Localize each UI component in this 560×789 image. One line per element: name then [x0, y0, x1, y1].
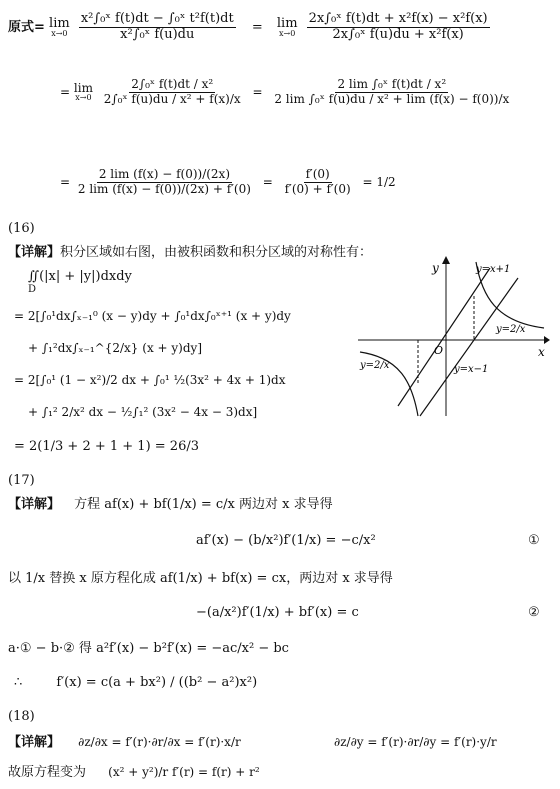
p16-text: 积分区域如右图，由被积函数和积分区域的对称性有：: [60, 245, 373, 260]
p18-final: (x² + y²)/r f′(r) = f(r) + r²: [108, 765, 260, 779]
p18-derivatives: [8, 736, 241, 749]
p15-fraction-3: $\frac{\text{2∫₀ˣ f(t)dt / x²}}{\text{2∫₀ˣ f(u)du / x² + f(x)/x}}$: [103, 77, 241, 106]
p15-fraction-1: $\frac{\text{x²∫₀ˣ f(t)dt − ∫₀ˣ t²f(t)dt}}{\text{x²∫₀ˣ f(u)du}}$: [80, 11, 234, 42]
p15-lim-2: lim x→0: [276, 15, 298, 38]
label-left-curve: y=2/x: [360, 360, 390, 371]
label-bottom-line: y=x−1: [454, 364, 489, 375]
p17-intro: [8, 498, 333, 511]
p17-tag: 【详解】: [8, 497, 61, 512]
p17-result-line: [14, 676, 257, 689]
p16-region-label: D: [28, 284, 37, 295]
p16-intro: [8, 246, 372, 259]
p15-result: = 1/2: [362, 174, 396, 189]
p16-integral: ∬(|x| + |y|)dxdy: [28, 269, 132, 284]
p15-equals: =: [251, 19, 263, 35]
p18-eq-left: ∂z/∂x = f′(r)·∂r/∂x = f′(r)·x/r: [78, 735, 241, 749]
p18-eq-right: ∂z/∂y = f′(r)·∂r/∂y = f′(r)·y/r: [334, 735, 497, 749]
p18-tag: 【详解】: [8, 735, 61, 750]
p18-number: (18): [8, 709, 35, 724]
p16-region-figure: [358, 256, 550, 420]
y-axis-label: y: [432, 261, 439, 275]
x-axis-arrow-icon: [544, 336, 550, 344]
p15-fraction-5: $\frac{2 \lim (f(x) - f(0))/(2x)}{2 \lim (f(x) - f(0))/(2x) + f'(0)}$: [77, 167, 251, 196]
p17-number: (17): [8, 473, 35, 488]
p15-line-1: [8, 12, 492, 43]
p15-lim-1: lim x→0: [49, 15, 70, 38]
label-top-line: y=x+1: [476, 264, 511, 275]
p15-equals-3: =: [252, 84, 263, 99]
p17-text-1: 方程 af(x) + bf(1/x) = c/x 两边对 x 求导得: [74, 497, 333, 512]
p15-fraction-2: $\frac{\text{2x∫₀ˣ f(t)dt + x²f(x) − x²f(x)}}{\text{2x∫₀ˣ f(u)du + x²f(x)}}$: [308, 11, 488, 42]
x-axis-label: x: [538, 345, 545, 359]
p15-equals-4: =: [60, 174, 71, 189]
therefore-icon: ∴: [14, 675, 23, 690]
p16-line-2: = 2[∫₀¹dx∫ₓ₋₁⁰ (x − y)dy + ∫₀¹dx∫₀ˣ⁺¹ (x + y)dy: [14, 309, 291, 323]
p17-eq-2: −(a/x²)f′(1/x) + bf′(x) = c: [196, 605, 359, 620]
p16-line-5: + ∫₁² 2/x² dx − ½∫₁² (3x² − 4x − 3)dx]: [28, 405, 258, 419]
p15-lead: 原式=: [8, 19, 45, 35]
p15-line-2: [60, 78, 513, 107]
p18-text: 故原方程变为: [8, 765, 87, 780]
p17-text-2: 以 1/x 替换 x 原方程化成 af(1/x) + bf(x) = cx，两边对 x 求导得: [8, 571, 393, 586]
p17-eq-1: af′(x) − (b/x²)f′(1/x) = −c/x²: [196, 533, 376, 548]
p16-line-1: [28, 270, 132, 295]
p17-combine: a·① − b·② 得 a²f′(x) − b²f′(x) = −ac/x² − bc: [8, 641, 289, 656]
label-right-curve: y=2/x: [496, 324, 526, 335]
p16-tag: 【详解】: [8, 245, 61, 260]
p15-lim-3: lim x→0: [73, 81, 93, 103]
p16-number: (16): [8, 221, 35, 236]
p15-fraction-4: $\frac{\text{2 lim ∫₀ˣ f(t)dt / x²}}{\text{2 lim ∫₀ˣ f(u)du / x² + lim (f(x) − f(0))/x}}$: [274, 77, 510, 106]
p16-line-4: = 2[∫₀¹ (1 − x²)/2 dx + ∫₀¹ ½(3x² + 4x + 1)dx: [14, 373, 286, 387]
p17-mark-1: ①: [528, 533, 540, 548]
origin-label: O: [434, 344, 444, 357]
p15-line-3: [60, 168, 396, 197]
p16-line-6: = 2(1/3 + 2 + 1 + 1) = 26/3: [14, 439, 199, 454]
p15-equals-5: =: [262, 174, 273, 189]
y-axis-arrow-icon: [442, 256, 450, 264]
p15-equals-2: =: [60, 84, 71, 99]
p15-fraction-6: $\frac{f'(0)}{f'(0) + f'(0)}$: [284, 167, 351, 196]
p18-final-line: [8, 766, 260, 779]
p17-mark-2: ②: [528, 605, 540, 620]
p17-result: f′(x) = c(a + bx²) / ((b² − a²)x²): [56, 675, 258, 690]
p16-line-3: + ∫₁²dx∫ₓ₋₁^{2/x} (x + y)dy]: [28, 341, 202, 355]
